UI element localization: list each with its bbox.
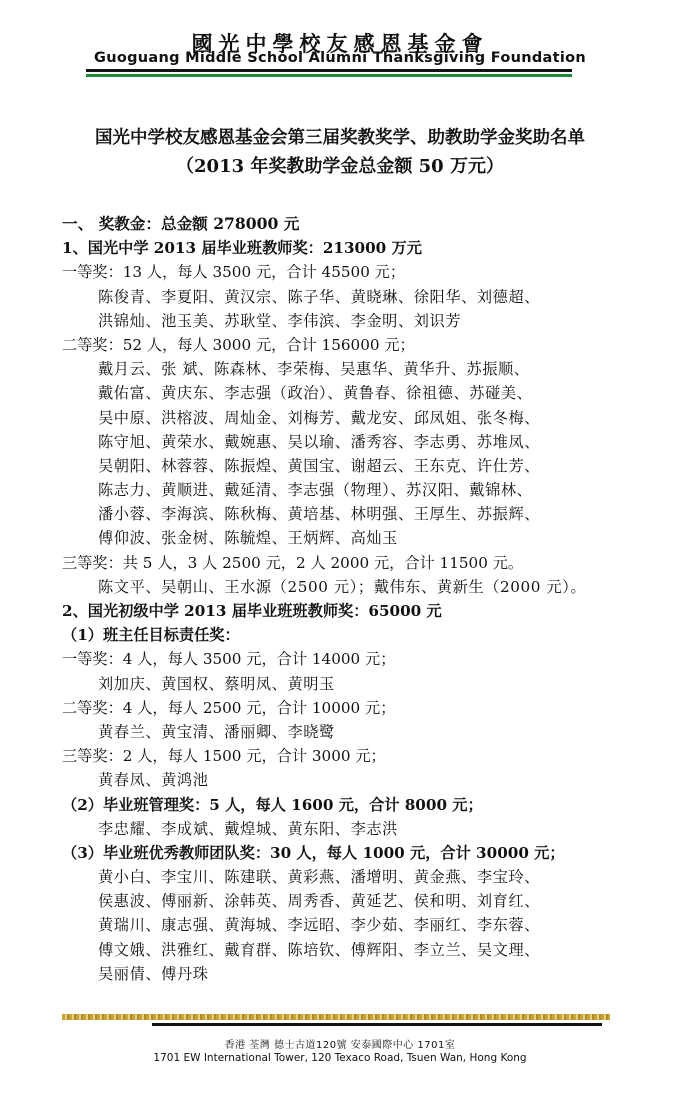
letterhead	[0, 0, 680, 100]
address-english: 1701 EW International Tower, 120 Texaco Road, Tsuen Wan, Hong Kong	[153, 1052, 527, 1064]
part-heading-text: （2）毕业班管理奖：5 人，每人 1600 元，合计 8000 元；	[62, 795, 483, 814]
title-line-2: （2013 年奖教助学金总金额 50 万元）	[176, 156, 504, 177]
name-line: 黄春凤、黄鸿池	[98, 771, 209, 790]
name-line: 李忠耀、李成斌、戴煌城、黄东阳、李志洪	[98, 819, 398, 838]
part-heading	[62, 841, 622, 865]
name-line: 陈俊青、李夏阳、黄汉宗、陈子华、黄晓琳、徐阳华、刘德超、	[98, 287, 541, 306]
organization-name-english: Guoguang Middle School Alumni Thanksgiving Foundation	[94, 50, 586, 66]
name-line: 潘小蓉、李海滨、陈秋梅、黄培基、林明强、王厚生、苏振辉、	[98, 505, 541, 524]
name-line: 洪锦灿、池玉美、苏耿堂、李伟滨、李金明、刘识芳	[98, 311, 462, 330]
name-line: 黄小白、李宝川、陈建联、黄彩燕、潘增明、黄金燕、李宝玲、	[98, 868, 541, 887]
name-line: 吴朝阳、林蓉蓉、陈振煌、黄国宝、谢超云、王东克、许仕芳、	[98, 456, 541, 475]
address-chinese: 香港 荃灣 德士古道120號 安泰國際中心 1701室	[224, 1040, 456, 1051]
name-line: 黄春兰、黄宝清、潘丽卿、李晓鹭	[98, 722, 335, 741]
name-line: 黄瑞川、康志强、黄海城、李远昭、李少茹、李丽红、李东蓉、	[98, 916, 541, 935]
prize-label: 二等奖：52 人，每人 3000 元，合计 156000 元；	[62, 335, 415, 354]
name-line: 戴佑富、黄庆东、李志强（政治）、黄鲁春、徐祖德、苏碰美、	[98, 384, 533, 403]
prize-label: 二等奖：4 人，每人 2500 元，合计 10000 元；	[62, 698, 396, 717]
part-heading-text: （3）毕业班优秀教师团队奖：30 人，每人 1000 元，合计 30000 元；	[62, 843, 565, 862]
name-line: 吴丽倩、傅丹珠	[98, 964, 209, 983]
name-line: 傅文娥、洪雅红、戴育群、陈培钦、傅辉阳、李立兰、吴文理、	[98, 940, 541, 959]
name-line: 傅仰波、张金树、陈毓煌、王炳辉、高灿玉	[98, 529, 398, 548]
organization-name-chinese: 國光中學校友感恩基金會	[191, 31, 489, 56]
prize-label: 一等奖：4 人，每人 3500 元，合计 14000 元；	[62, 650, 396, 669]
document-title	[0, 124, 680, 182]
subsection-heading: 2、国光初级中学 2013 届毕业班班教师奖：65000 元	[62, 602, 442, 620]
part-heading: （1）班主任目标责任奖：	[62, 626, 240, 645]
prize-label: 一等奖：13 人，每人 3500 元，合计 45500 元；	[62, 263, 406, 282]
section-heading: 一、 奖教金：总金额 278000 元	[62, 214, 300, 233]
prize-label: 三等奖：2 人，每人 1500 元，合计 3000 元；	[62, 747, 386, 766]
footer-rule-gold	[62, 1014, 610, 1020]
title-line-1: 国光中学校友感恩基金会第三届奖教奖学、助教助学金奖助名单	[95, 128, 585, 148]
name-line: 陈志力、黄顺进、戴延清、李志强（物理）、苏汉阳、戴锦林、	[98, 481, 533, 500]
letterhead-footer	[0, 1010, 680, 1107]
name-line: 吴中原、洪榕波、周灿金、刘梅芳、戴龙安、邱凤姐、张冬梅、	[98, 408, 541, 427]
subsection-heading: 1、国光中学 2013 届毕业班教师奖：213000 万元	[62, 239, 422, 258]
header-rule-green	[86, 74, 572, 77]
part-heading	[62, 793, 622, 817]
name-line: 陈文平、吴朝山、王水源（2500 元）；戴伟东、黄新生（2000 元）。	[98, 577, 587, 596]
header-rule-black	[86, 69, 572, 72]
footer-rule-black	[152, 1023, 602, 1026]
name-line: 侯惠波、傅丽新、涂韩英、周秀香、黄延艺、侯和明、刘育红、	[98, 892, 541, 911]
name-line: 陈守旭、黄荣水、戴婉惠、吴以瑜、潘秀容、李志勇、苏堆凤、	[98, 432, 541, 451]
prize-label: 三等奖：共 5 人，3 人 2500 元，2 人 2000 元，合计 11500 元。	[62, 553, 524, 572]
name-line: 刘加庆、黄国权、蔡明凤、黄明玉	[98, 674, 335, 693]
award-list	[62, 212, 622, 986]
name-line: 戴月云、张 斌、陈森林、李荣梅、吴惠华、黄华升、苏振顺、	[98, 360, 530, 379]
